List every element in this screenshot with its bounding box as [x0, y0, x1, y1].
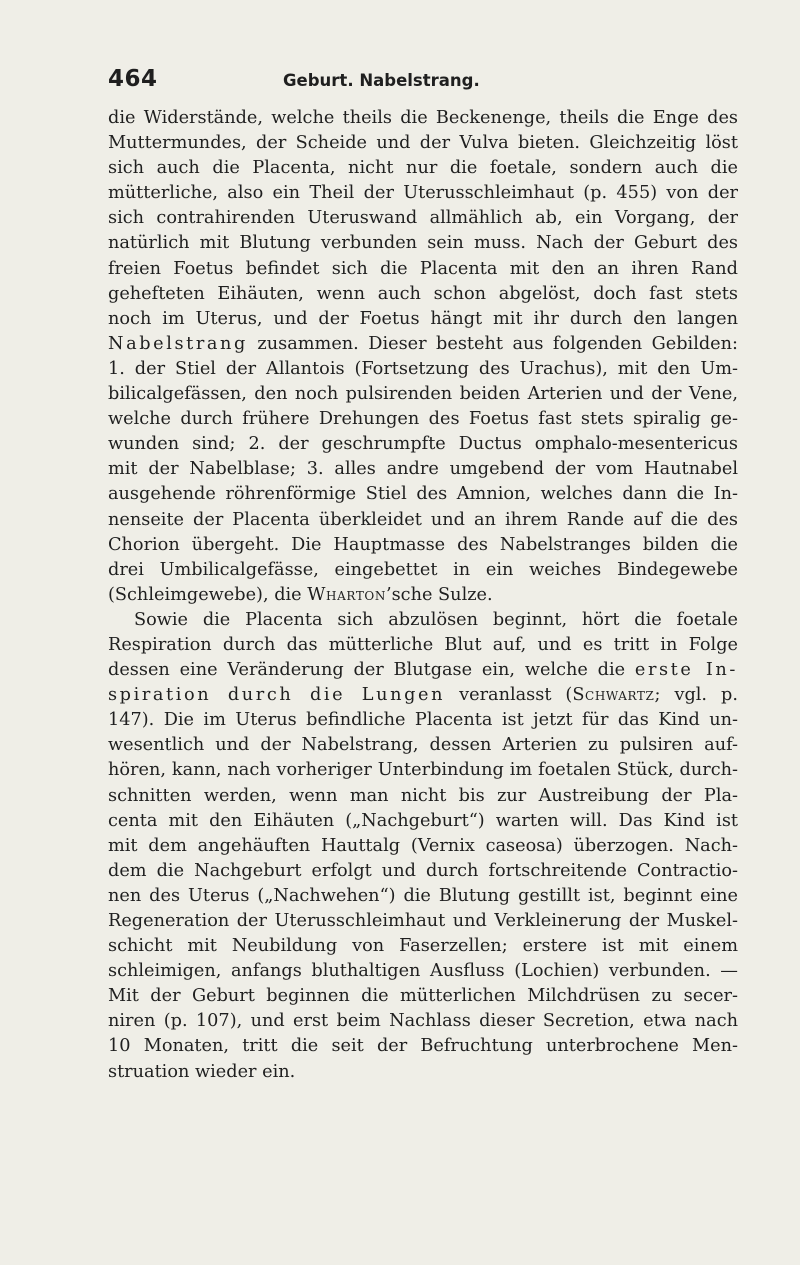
- text-line: Muttermundes, der Scheide und der Vulva bieten. Gleichzeitig löst: [108, 133, 738, 154]
- author-name-wharton: Wharton: [307, 584, 386, 605]
- text-line: sich auch die Placenta, nicht nur die foetale, sondern auch die: [108, 158, 738, 179]
- text-line: niren (p. 107), und erst beim Nachlass dieser Secretion, etwa nach: [108, 1011, 738, 1032]
- text-line: drei Umbilicalgefässe, eingebettet in ein weiches Bindegewebe: [108, 559, 738, 580]
- text-line: hören, kann, nach vorheriger Unterbindung im foetalen Stück, durch-: [108, 760, 738, 781]
- text-line: schnitten werden, wenn man nicht bis zur Austreibung der Pla-: [108, 785, 738, 806]
- text-line: gehefteten Eihäuten, wenn auch schon abgelöst, doch fast stets: [108, 283, 738, 304]
- text-run: veranlasst (: [445, 685, 573, 706]
- text-line: 1. der Stiel der Allantois (Fortsetzung des Urachus), mit den Um-: [108, 358, 738, 379]
- text-line: welche durch frühere Drehungen des Foetus fast stets spiralig ge-: [108, 409, 738, 430]
- emphasis-erste-inspiration: erste In-: [634, 660, 738, 681]
- text-line: schleimigen, anfangs bluthaltigen Ausfluss (Lochien) verbunden. —: [108, 961, 738, 982]
- text-run: zusammen. Dieser besteht aus folgenden Gebilden:: [247, 333, 738, 354]
- text-line: freien Foetus befindet sich die Placenta mit den an ihren Rand: [108, 258, 738, 279]
- text-line: natürlich mit Blutung verbunden sein muss. Nach der Geburt des: [108, 233, 738, 254]
- text-run: ; vgl. p.: [654, 685, 738, 706]
- emphasis-nabelstrang: Nabelstrang: [108, 333, 248, 354]
- text-line: struation wieder ein.: [108, 1061, 296, 1082]
- text-line: 10 Monaten, tritt die seit der Befruchtung unterbrochene Men-: [108, 1036, 738, 1057]
- page-number: 464: [108, 66, 158, 92]
- text-line: sich contrahirenden Uteruswand allmählich ab, ein Vorgang, der: [108, 208, 738, 229]
- emphasis-inspiration-lungen: spiration durch die Lungen: [108, 685, 446, 706]
- text-line: bilicalgefässen, den noch pulsirenden beiden Arterien und der Vene,: [108, 384, 738, 405]
- page-header: [108, 66, 736, 96]
- text-line: nen des Uterus („Nachwehen“) die Blutung gestillt ist, beginnt eine: [108, 885, 738, 906]
- text-line: Mit der Geburt beginnen die mütterlichen Milchdrüsen zu secer-: [108, 986, 738, 1007]
- text-line: 147). Die im Uterus befindliche Placenta ist jetzt für das Kind un-: [108, 710, 738, 731]
- text-run: (Schleimgewebe), die: [108, 584, 308, 605]
- text-line: centa mit den Eihäuten („Nachgeburt“) warten will. Das Kind ist: [108, 810, 738, 831]
- text-line: [108, 583, 738, 608]
- text-line: [108, 658, 738, 683]
- text-line: ausgehende röhrenförmige Stiel des Amnion, welches dann die In-: [108, 484, 738, 505]
- text-line: [108, 332, 738, 357]
- text-line: Respiration durch das mütterliche Blut auf, und es tritt in Folge: [108, 634, 738, 655]
- text-line: die Widerstände, welche theils die Beckenenge, theils die Enge des: [108, 108, 738, 128]
- author-name-schwartz: Schwartz: [572, 685, 655, 706]
- text-line: noch im Uterus, und der Foetus hängt mit ihr durch den langen: [108, 308, 738, 329]
- text-line: nenseite der Placenta überkleidet und an ihrem Rande auf die des: [108, 509, 738, 530]
- running-title: Geburt. Nabelstrang.: [283, 71, 480, 90]
- text-line: Regeneration der Uterusschleimhaut und Verkleinerung der Muskel-: [108, 911, 738, 931]
- text-line: [108, 683, 738, 708]
- text-line: wesentlich und der Nabelstrang, dessen Arterien zu pulsiren auf-: [108, 735, 738, 756]
- text-line: mütterliche, also ein Theil der Uterusschleimhaut (p. 455) von der: [108, 183, 738, 204]
- text-line: dem die Nachgeburt erfolgt und durch fortschreitende Contractio-: [108, 860, 738, 881]
- text-run: dessen eine Veränderung der Blutgase ein, welche die: [108, 660, 635, 681]
- text-line: Chorion übergeht. Die Hauptmasse des Nabelstranges bilden die: [108, 534, 738, 555]
- text-line: wunden sind; 2. der geschrumpfte Ductus omphalo-mesentericus: [108, 434, 738, 455]
- text-line: Sowie die Placenta sich abzulösen beginnt, hört die foetale: [134, 609, 738, 630]
- text-run: ’sche Sulze.: [385, 584, 493, 605]
- text-line: mit der Nabelblase; 3. alles andre umgebend der vom Hautnabel: [108, 459, 738, 480]
- text-line: schicht mit Neubildung von Faserzellen; erstere ist mit einem: [108, 936, 738, 957]
- text-line: mit dem angehäuften Hauttalg (Vernix caseosa) überzogen. Nach-: [108, 835, 738, 856]
- body-text: [108, 106, 738, 1085]
